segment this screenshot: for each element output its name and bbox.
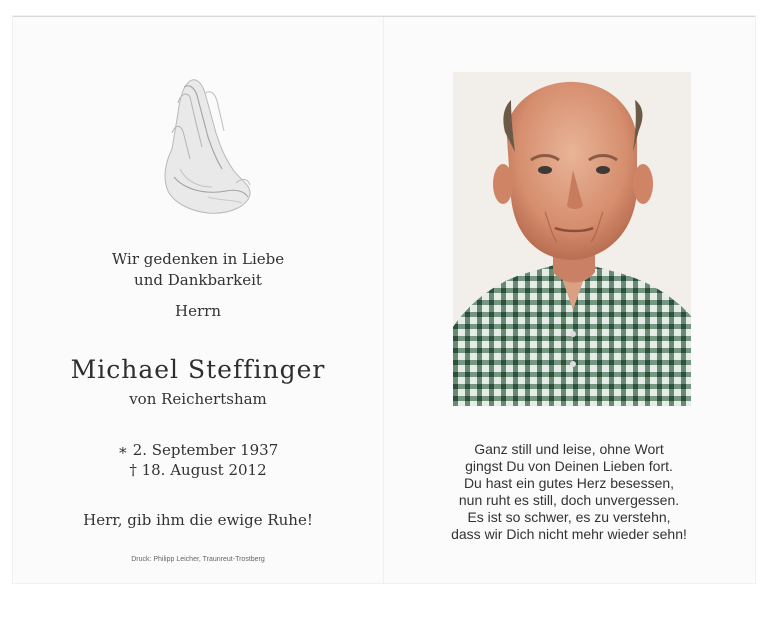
poem-line: gingst Du von Deinen Lieben fort. (465, 458, 673, 474)
poem-line: dass wir Dich nicht mehr wieder sehn! (451, 526, 687, 542)
left-panel (13, 17, 383, 583)
poem-line: Ganz still und leise, ohne Wort (474, 441, 664, 457)
intro-line-1: Wir gedenken in Liebe (111, 250, 285, 268)
intro-line-2: und Dankbarkeit (134, 271, 262, 289)
memorial-card (13, 16, 755, 583)
printer-credit: Druck: Philipp Leicher, Traunreut-Trostberg (131, 556, 265, 563)
poem-line: Du hast ein gutes Herz besessen, (463, 475, 675, 491)
life-dates (13, 440, 383, 480)
praying-hands-icon (150, 73, 255, 218)
poem-line: Es ist so schwer, es zu verstehn, (467, 509, 671, 525)
prayer-line: Herr, gib ihm die ewige Ruhe! (83, 511, 313, 529)
memorial-poem (383, 441, 755, 543)
origin-place: von Reichertsham (129, 390, 267, 408)
portrait-illustration (453, 72, 691, 406)
salutation: Herrn (175, 302, 221, 320)
portrait-photo (453, 72, 691, 406)
right-panel (383, 17, 755, 583)
birth-date: ∗ 2. September 1937 (117, 441, 279, 459)
poem-line: nun ruht es still, doch unvergessen. (458, 492, 680, 508)
death-date: † 18. August 2012 (129, 461, 267, 479)
memorial-intro (13, 249, 383, 291)
deceased-name: Michael Steffinger (70, 355, 326, 384)
